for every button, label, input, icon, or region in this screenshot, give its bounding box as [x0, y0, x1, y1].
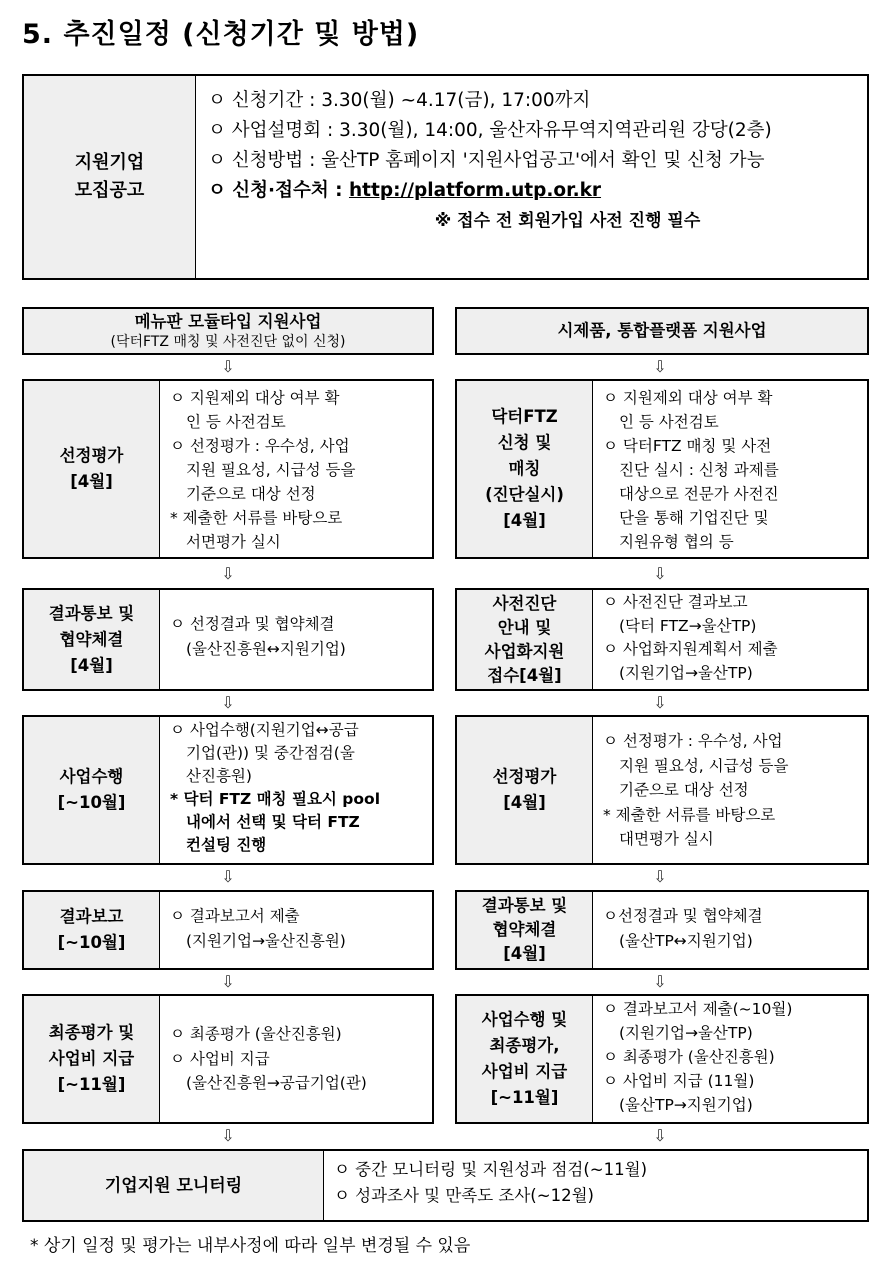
- step-content: ㅇ 결과보고서 제출 (지원기업→울산진흥원): [170, 907, 346, 950]
- right-step-pre-diagnosis: [455, 588, 869, 691]
- down-arrow-icon: ⇩: [653, 357, 667, 376]
- right-step-execution-final: [455, 994, 869, 1124]
- left-step-project-execution: [22, 715, 434, 865]
- down-arrow-icon: ⇩: [653, 972, 667, 991]
- step-label: 닥터FTZ 신청 및 매칭 (진단실시) [4월]: [457, 381, 593, 557]
- step-content: ㅇ 지원제외 대상 여부 확 인 등 사전검토 ㅇ 닥터FTZ 매칭 및 사전 진단 실시 : 신청 과제를 대상으로 전문가 사전진 단을 통해 기업진단 및 지원유형 협의 등: [603, 389, 779, 551]
- down-arrow-icon: ⇩: [221, 1126, 235, 1145]
- step-label: 사전진단 안내 및 사업화지원 접수[4월]: [457, 590, 593, 689]
- right-step-doctor-ftz: [455, 379, 869, 559]
- step-label: 결과보고 [~10월]: [24, 892, 160, 968]
- right-step-notification-agreement: [455, 890, 869, 970]
- step-content: ㅇ 최종평가 (울산진흥원) ㅇ 사업비 지급 (울산진흥원→공급기업(관): [170, 1025, 367, 1092]
- step-content: ㅇ 사전진단 결과보고 (닥터 FTZ→울산TP) ㅇ 사업화지원계획서 제출 (지원기업→울산TP): [603, 593, 778, 682]
- down-arrow-icon: ⇩: [221, 357, 235, 376]
- signup-note: ※ 접수 전 회원가입 사전 진행 필수: [434, 211, 701, 231]
- step-label: 결과통보 및 협약체결 [4월]: [457, 892, 593, 968]
- application-method: ㅇ 신청방법 : 울산TP 홈페이지 '지원사업공고'에서 확인 및 신청 가능: [208, 150, 765, 171]
- down-arrow-icon: ⇩: [221, 867, 235, 886]
- briefing-session: ㅇ 사업설명회 : 3.30(월), 14:00, 울산자유무역지역관리원 강당(2층): [208, 120, 772, 141]
- down-arrow-icon: ⇩: [653, 1126, 667, 1145]
- step-label: 사업수행 및 최종평가, 사업비 지급 [~11월]: [457, 996, 593, 1122]
- right-step-selection-review: [455, 715, 869, 865]
- down-arrow-icon: ⇩: [221, 564, 235, 583]
- left-step-notification-agreement: [22, 588, 434, 691]
- down-arrow-icon: ⇩: [653, 564, 667, 583]
- monitoring-box: [22, 1149, 869, 1222]
- step-label: 사업수행 [~10월]: [24, 717, 160, 863]
- notice-label: 지원기업 모집공고: [24, 76, 196, 278]
- step-content: ㅇ 선정결과 및 협약체결 (울산진흥원↔지원기업): [170, 615, 346, 658]
- monitoring-content: ㅇ 중간 모니터링 및 지원성과 점검(~11월) ㅇ 성과조사 및 만족도 조사(~12월): [334, 1160, 648, 1205]
- left-step-final-evaluation: [22, 994, 434, 1124]
- down-arrow-icon: ⇩: [221, 972, 235, 991]
- step-label: 결과통보 및 협약체결 [4월]: [24, 590, 160, 689]
- right-track-header: 시제품, 통합플랫폼 지원사업: [455, 307, 869, 355]
- step-label: 선정평가 [4월]: [457, 717, 593, 863]
- application-period: ㅇ 신청기간 : 3.30(월) ~4.17(금), 17:00까지: [208, 90, 591, 111]
- left-track-header: 메뉴판 모듈타입 지원사업 (닥터FTZ 매칭 및 사전진단 없이 신청): [22, 307, 434, 355]
- left-step-selection-review: [22, 379, 434, 559]
- down-arrow-icon: ⇩: [653, 693, 667, 712]
- step-content: ㅇ선정결과 및 협약체결 (울산TP↔지원기업): [603, 907, 763, 950]
- recruitment-notice-box: [22, 74, 869, 280]
- step-content: ㅇ 결과보고서 제출(~10월) (지원기업→울산TP) ㅇ 최종평가 (울산진흥원) ㅇ 사업비 지급 (11월) (울산TP→지원기업): [603, 1000, 793, 1114]
- step-label: 최종평가 및 사업비 지급 [~11월]: [24, 996, 160, 1122]
- notice-content: [196, 76, 867, 278]
- page-title: 5. 추진일정 (신청기간 및 방법): [22, 19, 420, 50]
- platform-link[interactable]: http://platform.utp.or.kr: [348, 180, 602, 201]
- submission-line: ㅇ 신청·접수처 : http://platform.utp.or.kr: [208, 180, 602, 201]
- left-step-result-report: [22, 890, 434, 970]
- down-arrow-icon: ⇩: [653, 867, 667, 886]
- step-content: ㅇ 선정평가 : 우수성, 사업 지원 필요성, 시급성 등을 기준으로 대상 선정 * 제출한 서류를 바탕으로 대면평가 실시: [603, 732, 789, 848]
- monitoring-label: 기업지원 모니터링: [24, 1151, 324, 1220]
- step-content: ㅇ 지원제외 대상 여부 확 인 등 사전검토 ㅇ 선정평가 : 우수성, 사업 지원 필요성, 시급성 등을 기준으로 대상 선정 * 제출한 서류를 바탕으로 서면평가 실시: [170, 389, 356, 551]
- down-arrow-icon: ⇩: [221, 693, 235, 712]
- step-label: 선정평가 [4월]: [24, 381, 160, 557]
- footnote: * 상기 일정 및 평가는 내부사정에 따라 일부 변경될 수 있음: [30, 1236, 471, 1256]
- step-content: ㅇ 사업수행(지원기업↔공급 기업(관)) 및 중간점검(울 산진흥원) * 닥터 FTZ 매칭 필요시 pool 내에서 선택 및 닥터 FTZ 컨설팅 진행: [170, 721, 381, 854]
